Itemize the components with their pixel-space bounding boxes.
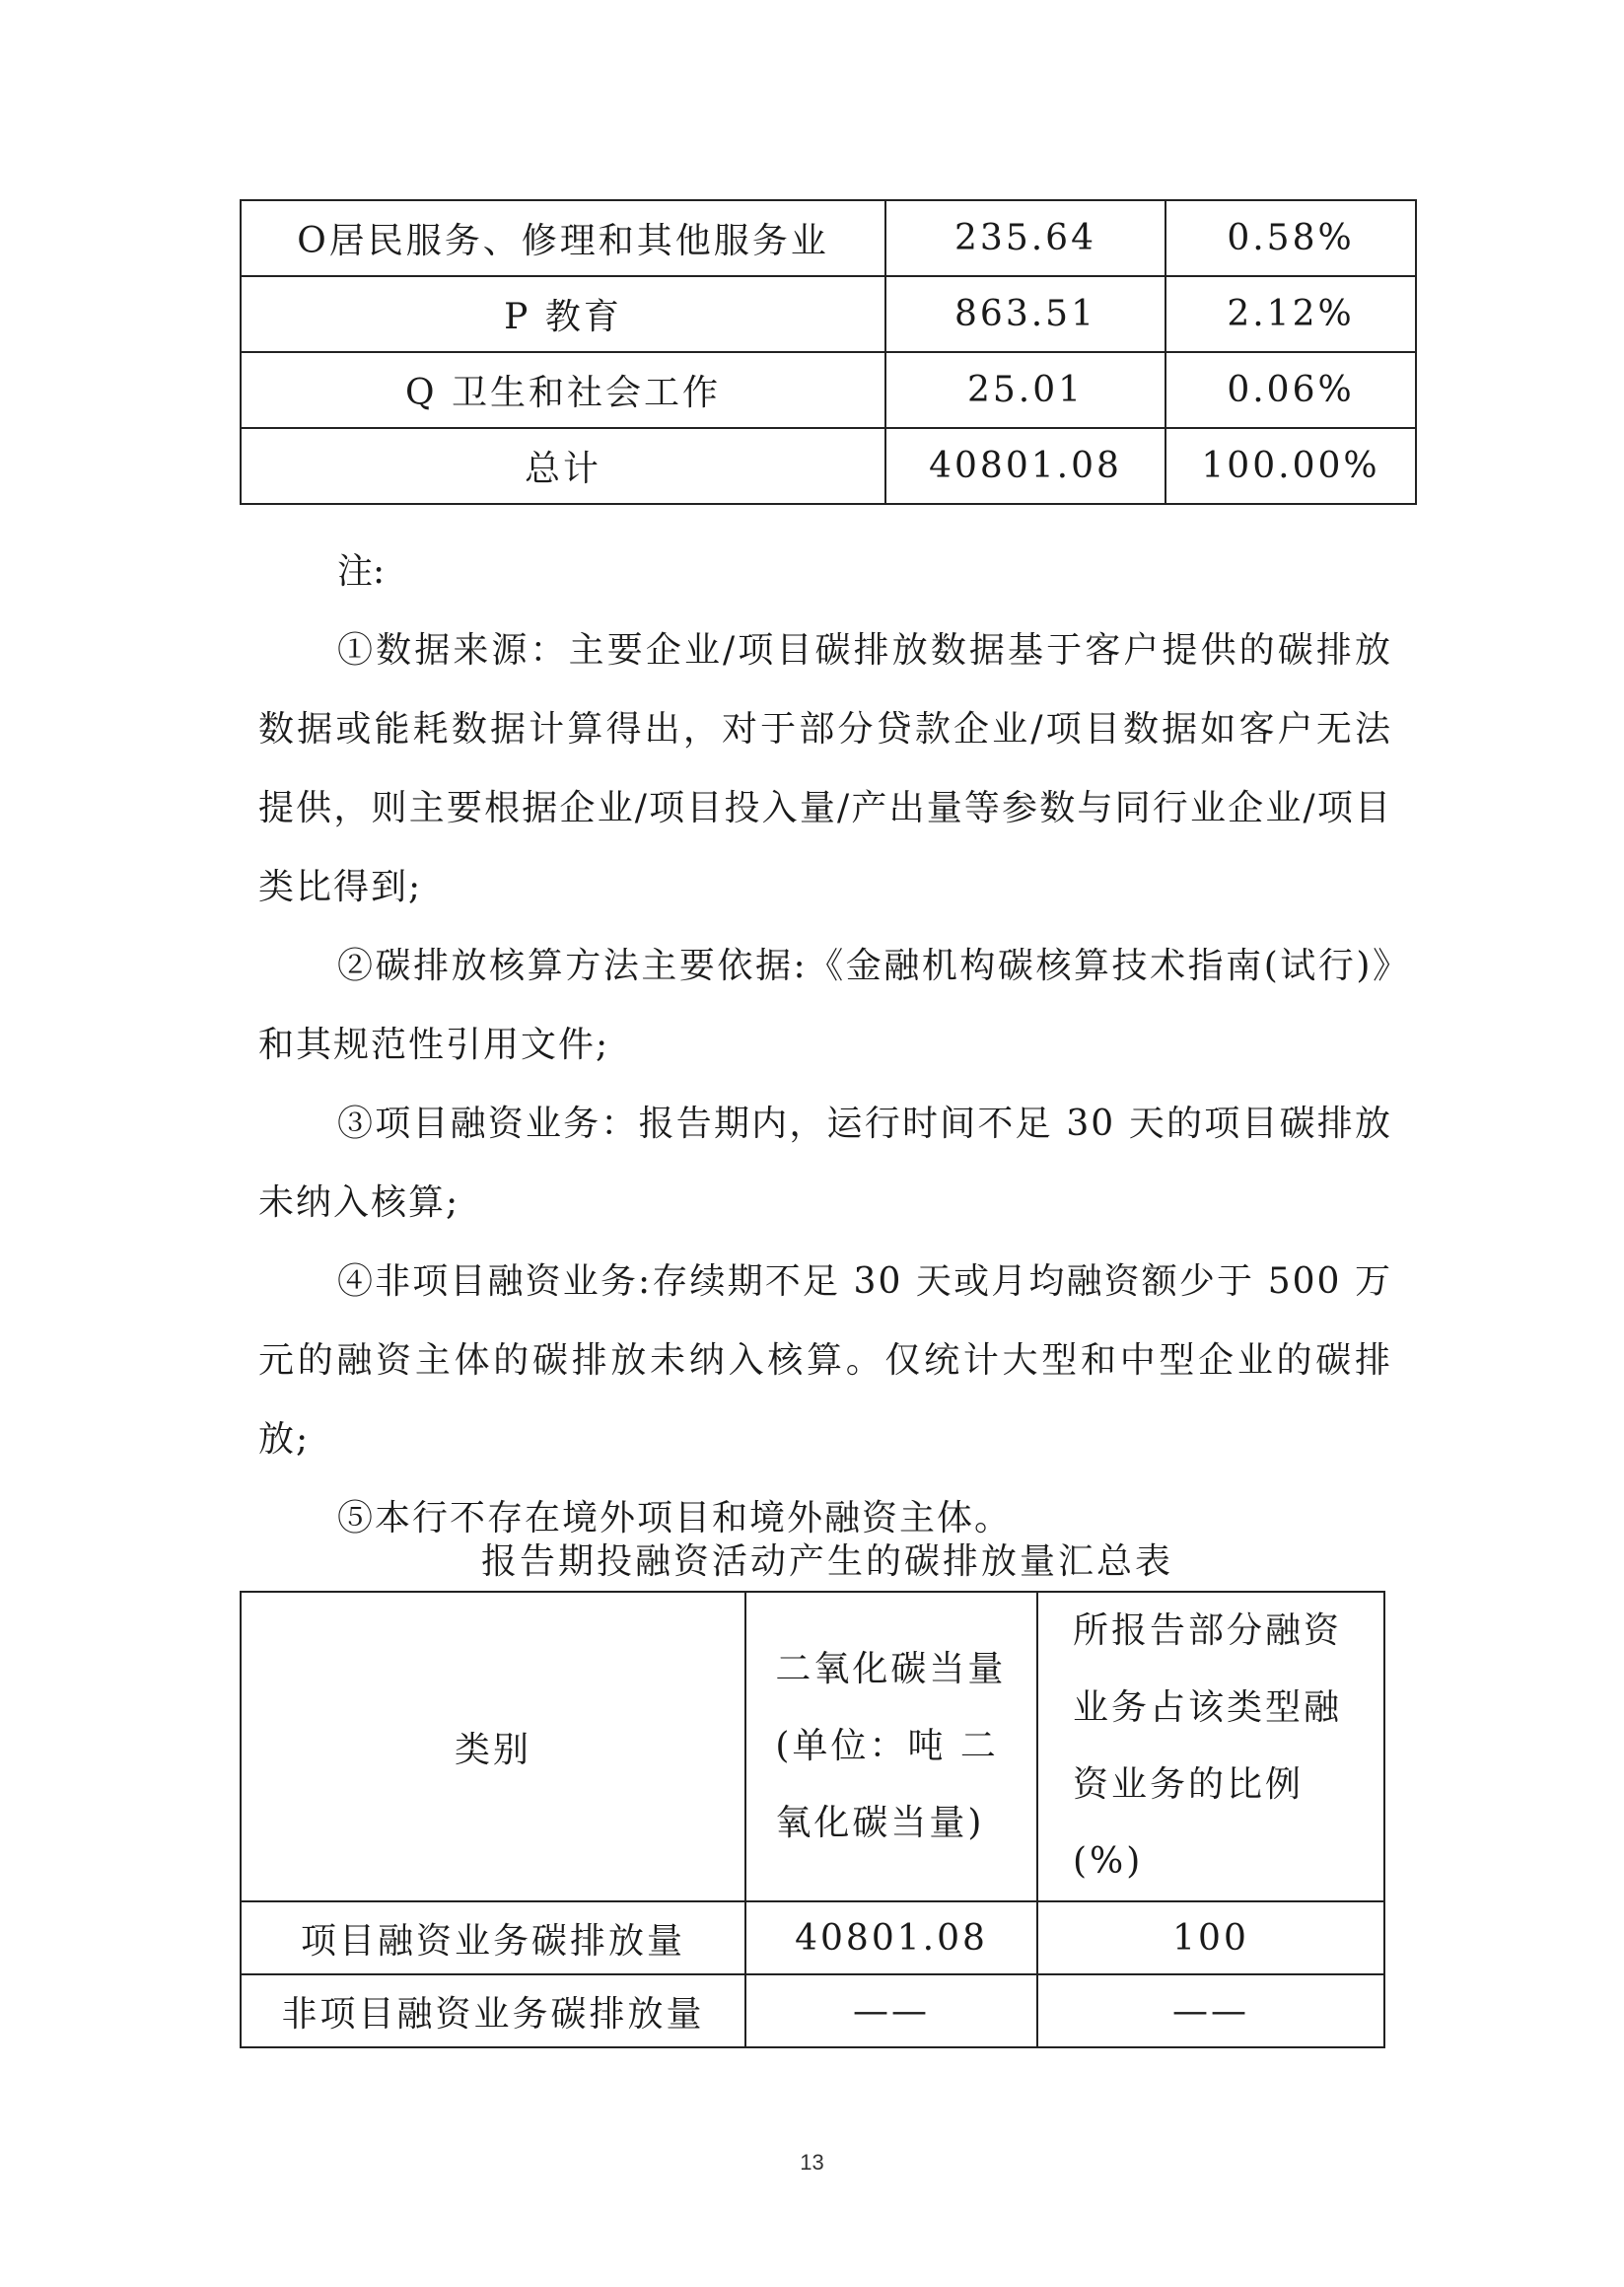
total-label: 总计 (241, 428, 885, 504)
header-category: 类别 (241, 1592, 745, 1901)
industry-name: P 教育 (241, 276, 885, 352)
header-co2-text: 二氧化碳当量(单位：吨 二氧化碳当量) (775, 1649, 1007, 1843)
summary-table-title: 报告期投融资活动产生的碳排放量汇总表 (480, 1541, 1173, 1582)
industry-value: 235.64 (885, 200, 1165, 276)
summary-category: 非项目融资业务碳排放量 (241, 1974, 745, 2047)
table-row (241, 276, 1416, 352)
industry-name: O居民服务、修理和其他服务业 (241, 200, 885, 276)
summary-co2: —— (745, 1974, 1037, 2047)
note-project-financing: ③项目融资业务：报告期内，运行时间不足 30 天的项目碳排放未纳入核算; (258, 1104, 1392, 1223)
industry-name: Q 卫生和社会工作 (241, 352, 885, 428)
industry-share: 2.12% (1165, 276, 1416, 352)
total-share: 100.00% (1165, 428, 1416, 504)
note-method: ②碳排放核算方法主要依据:《金融机构碳核算技术指南(试行)》和其规范性引用文件; (258, 946, 1392, 1065)
total-value: 40801.08 (885, 428, 1165, 504)
note-overseas: ⑤本行不存在境外项目和境外融资主体。 (337, 1498, 1013, 1538)
notes-label: 注: (337, 551, 386, 592)
summary-ratio: 100 (1037, 1901, 1384, 1974)
page-number: 13 (800, 2150, 824, 2175)
table-row (241, 352, 1416, 428)
industry-share: 0.06% (1165, 352, 1416, 428)
industry-emissions-table (240, 199, 1417, 505)
table-row (241, 1901, 1384, 1974)
table-row (241, 200, 1416, 276)
industry-value: 863.51 (885, 276, 1165, 352)
industry-share: 0.58% (1165, 200, 1416, 276)
table-row (241, 1974, 1384, 2047)
notes-section (258, 533, 1392, 1558)
summary-co2: 40801.08 (745, 1901, 1037, 1974)
industry-value: 25.01 (885, 352, 1165, 428)
summary-emissions-table (240, 1591, 1385, 2048)
summary-ratio: —— (1037, 1974, 1384, 2047)
summary-category: 项目融资业务碳排放量 (241, 1901, 745, 1974)
note-non-project-financing: ④非项目融资业务:存续期不足 30 天或月均融资额少于 500 万元的融资主体的碳排放未纳入核算。仅统计大型和中型企业的碳排放; (258, 1261, 1392, 1460)
header-ratio (1037, 1592, 1384, 1901)
header-ratio-text: 所报告部分融资业务占该类型融资业务的比例(%) (1073, 1610, 1343, 1882)
header-co2 (745, 1592, 1037, 1901)
table-total-row (241, 428, 1416, 504)
table-header-row (241, 1592, 1384, 1901)
note-data-source: ①数据来源：主要企业/项目碳排放数据基于客户提供的碳排放数据或能耗数据计算得出，对于部分贷款企业/项目数据如客户无法提供，则主要根据企业/项目投入量/产出量等参数与同行业企业/项目类比得到; (258, 630, 1392, 907)
